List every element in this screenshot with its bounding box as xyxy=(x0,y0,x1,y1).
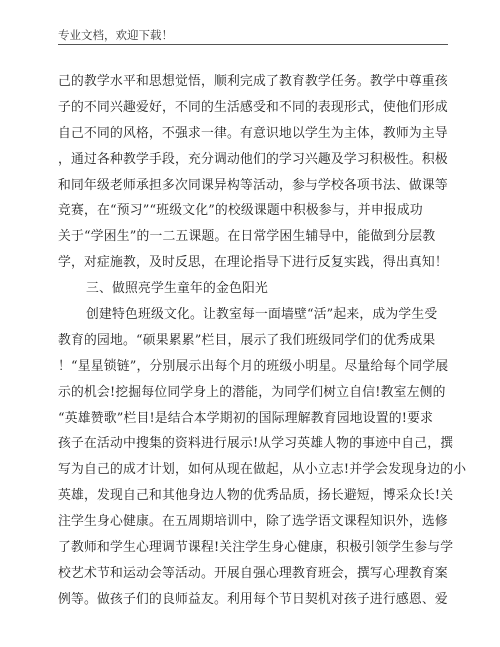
text-line: ！“星星锁链”，分别展示出每个月的班级小明星。尽量给每个同学展 xyxy=(58,359,449,374)
text-line: 关于“学困生”的一二五课题。在日常学困生辅导中，能做到分层教 xyxy=(58,229,436,244)
text-line: 英雄，发现自己和其他身边人物的优秀品质，扬长避短，博采众长!关 xyxy=(58,488,454,503)
text-line: 例等。做孩子们的良师益友。利用每个节日契机对孩子进行感恩、爱 xyxy=(58,592,448,607)
header-divider xyxy=(58,44,448,45)
text-line: 竞赛，在“预习”“班级文化”的校级课题中积极参与，并申报成功 xyxy=(58,203,423,218)
text-line: 学，对症施教，及时反思，在理论指导下进行反复实践，得出真知！ xyxy=(58,255,448,270)
text-line: “英雄赞歌”栏目!是结合本学期初的国际理解教育园地设置的!要求 xyxy=(58,411,434,426)
text-line: 写为自己的成才计划，如何从现在做起，从小立志!并学会发现身边的小 xyxy=(58,462,467,477)
text-line: 子的不同兴趣爱好，不同的生活感受和不同的表现形式，使他们形成 xyxy=(58,100,448,115)
text-line: 己的教学水平和思想觉悟，顺利完成了教育教学任务。教学中尊重孩 xyxy=(58,74,448,89)
text-line: 了教师和学生心理调节课程!关注学生身心健康，积极引领学生参与学 xyxy=(58,540,454,555)
text-line: ，通过各种教学手段，充分调动他们的学习兴趣及学习积极性。积极 xyxy=(58,152,448,167)
text-line: 创建特色班级文化。让教室每一面墙壁“活”起来，成为学生受 xyxy=(86,307,438,322)
text-line: 示的机会!挖掘每位同学身上的潜能，为同学们树立自信!教室左侧的 xyxy=(58,385,446,400)
section-heading: 三、做照亮学生童年的金色阳光 xyxy=(86,281,268,296)
text-line: 自己不同的风格，不强求一律。有意识地以学生为主体，教师为主导 xyxy=(58,126,448,141)
text-line: 孩子在活动中搜集的资料进行展示!从学习英雄人物的事迹中自己，撰 xyxy=(58,436,454,451)
text-line: 和同年级老师承担多次同课异构等活动，参与学校各项书法、做课等 xyxy=(58,178,448,193)
text-line: 校艺术节和运动会等活动。开展自强心理教育班会，撰写心理教育案 xyxy=(58,566,448,581)
header-text: 专业文档，欢迎下载！ xyxy=(58,28,173,42)
text-line: 教育的园地。“硕果累累”栏目，展示了我们班级同学们的优秀成果 xyxy=(58,333,436,348)
page-header xyxy=(58,24,448,46)
text-line: 注学生身心健康。在五周期培训中，除了选学语文课程知识外，选修 xyxy=(58,514,448,529)
